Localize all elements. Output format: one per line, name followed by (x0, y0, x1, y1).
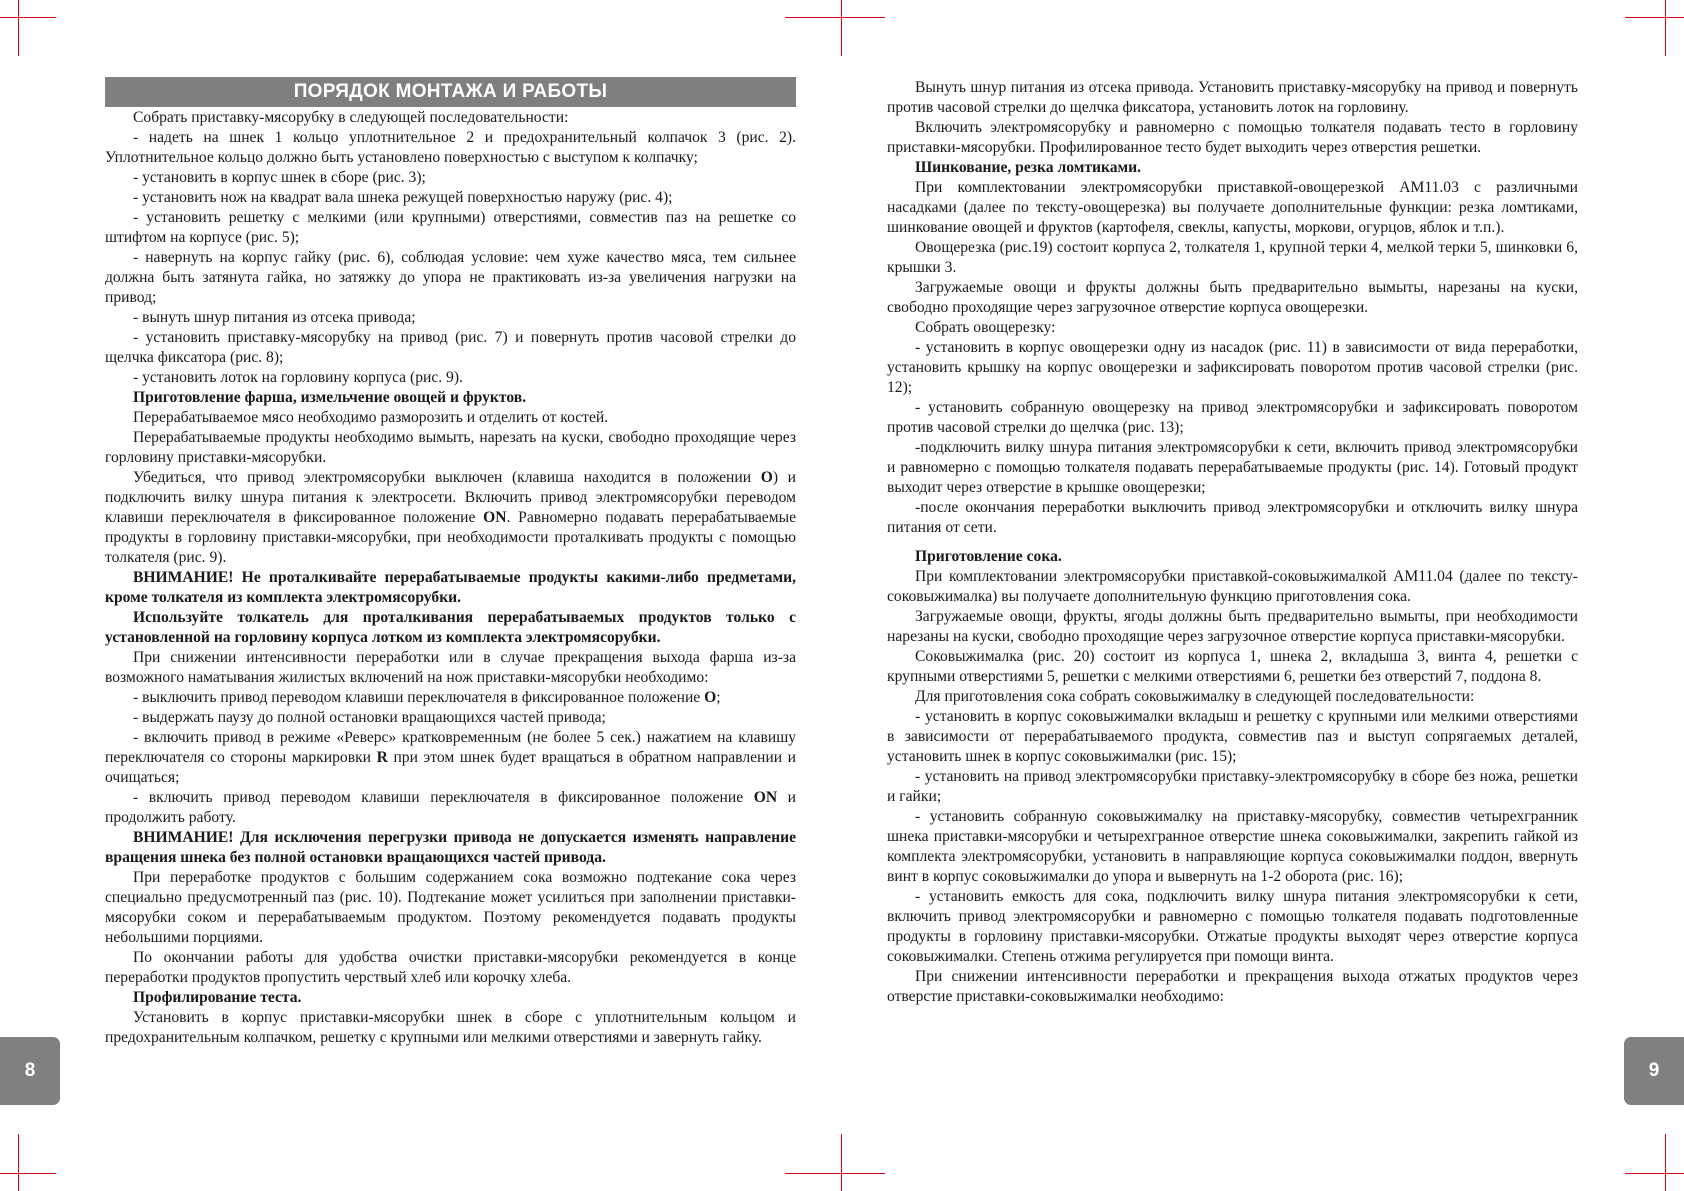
crop-mark (18, 0, 19, 56)
paragraph: По окончании работы для удобства очистки приставки-мясорубки рекомендуется в конце переработки продуктов пропустить черствый хлеб или корочку хлеба. (105, 949, 796, 986)
list-item: - установить решетку с мелкими (или крупными) отверстиями, совместив паз на решетке со штифтом на корпусе (рис. 5); (105, 209, 796, 246)
list-item: - установить в корпус шнек в сборе (рис. 3); (133, 169, 426, 186)
paragraph: Установить в корпус приставки-мясорубки шнек в сборе с уплотнительным кольцом и предохранительным колпачком, решетку с крупными или мелкими отверстиями и завернуть гайку. (105, 1009, 796, 1046)
subheading: Шинкование, резка ломтиками. (915, 159, 1142, 176)
list-item: - выключить привод переводом клавиши переключателя в фиксированное положение O; (133, 689, 721, 706)
crop-mark (785, 1173, 885, 1174)
paragraph: Соковыжималка (рис. 20) состоит из корпуса 1, шнека 2, вкладыша 3, винта 4, решетки с крупными отверстиями 5, решетки с мелкими отверстиями 6, решетки без отверстий 7, поддона 8. (887, 648, 1578, 685)
list-item: - установить на привод электромясорубки приставку-электромясорубку в сборе без ножа, решетки и гайки; (887, 768, 1578, 805)
list-item: - включить привод в режиме «Реверс» кратковременным (не более 5 сек.) нажатием на клавишу переключателя со стороны маркировки R при этом шнек будет вращаться в обратном направлении и очищаться; (105, 729, 797, 786)
paragraph: Собрать приставку-мясорубку в следующей последовательности: (133, 109, 569, 126)
list-item: - установить приставку-мясорубку на привод (рис. 7) и повернуть против часовой стрелки до щелчка фиксатора (рис. 8); (105, 329, 796, 366)
list-item: - навернуть на корпус гайку (рис. 6), соблюдая условие: чем хуже качество мяса, тем сильнее должна быть затянута гайка, но затяжку до упора не практиковать из-за увеличения нагрузки на привод; (105, 249, 796, 306)
warning: ВНИМАНИЕ! Не проталкивайте перерабатываемые продукты какими-либо предметами, кроме толкателя из комплекта электромясорубки. (105, 569, 796, 606)
list-item: - установить собранную овощерезку на привод электромясорубки и зафиксировать поворотом против часовой стрелки до щелчка (рис. 13); (887, 399, 1578, 436)
paragraph: При переработке продуктов с большим содержанием сока возможно подтекание сока через специально предусмотренный паз (рис. 10). Подтекание может усилиться при заполнении приставки-мясорубки соком и перерабатываемым продуктом. Поэтому рекомендуется подавать продукты небольшими порциями. (105, 869, 796, 946)
crop-mark (1625, 1173, 1684, 1174)
list-item: - вынуть шнур питания из отсека привода; (133, 309, 416, 326)
left-page-column (105, 77, 796, 1048)
list-item: - установить собранную соковыжималку на приставку-мясорубку, совместив четырехгранник шнека приставки-мясорубки и четырехгранное отверстие шнека соковыжималки, закрепить гайкой из комплекта электромясорубки, установить в направляющие корпуса соковыжималки поддон, ввернуть винт в корпус соковыжималки до упора и вывернуть на 1-2 оборота (рис. 16); (887, 808, 1578, 885)
crop-mark (0, 1173, 56, 1174)
paragraph: Собрать овощерезку: (915, 319, 1056, 336)
paragraph: При комплектовании электромясорубки приставкой-овощерезкой АМ11.03 с различными насадками (далее по тексту-овощерезка) вы получаете дополнительные функции: резка ломтиками, шинкование овощей и фруктов (картофеля, свеклы, капусты, моркови, огурцов, яблок и т.п.). (887, 179, 1578, 236)
right-page-column (887, 78, 1578, 1007)
list-item: - установить нож на квадрат вала шнека режущей поверхностью наружу (рис. 4); (133, 189, 673, 206)
crop-mark (1665, 1134, 1666, 1191)
paragraph: Овощерезка (рис.19) состоит корпуса 2, толкателя 1, крупной терки 4, мелкой терки 5, шинковки 6, крышки 3. (887, 239, 1578, 276)
paragraph: При снижении интенсивности переработки и прекращения выхода отжатых продуктов через отверстие приставки-соковыжималки необходимо: (887, 968, 1578, 1005)
page-number-left: 8 (0, 1037, 60, 1105)
paragraph: Для приготовления сока собрать соковыжималку в следующей последовательности: (915, 688, 1475, 705)
crop-mark (18, 1134, 19, 1191)
paragraph: Перерабатываемое мясо необходимо разморозить и отделить от костей. (133, 409, 609, 426)
crop-mark (0, 17, 56, 18)
list-item: - установить в корпус овощерезки одну из насадок (рис. 11) в зависимости от вида переработки, установить крышку на корпус овощерезки и зафиксировать поворотом против часовой стрелки (рис. 12); (887, 339, 1578, 396)
list-item: - надеть на шнек 1 кольцо уплотнительное 2 и предохранительный колпачок 3 (рис. 2). Уплотнительное кольцо должно быть установлено поверхностью с выступом к колпачку; (105, 129, 796, 166)
paragraph: Убедиться, что привод электромясорубки выключен (клавиша находится в положении O) и подключить вилку шнура питания к электросети. Включить привод электромясорубки переводом клавиши переключателя в фиксированное положение ON. Равномерно подавать перерабатываемые продукты в горловину приставки-мясорубки, при необходимости проталкивать продукты с помощью толкателя (рис. 9). (105, 469, 797, 566)
section-title: ПОРЯДОК МОНТАЖА И РАБОТЫ (105, 77, 796, 107)
list-item: - установить в корпус соковыжималки вкладыш и решетку с крупными или мелкими отверстиями в зависимости от перерабатываемого продукта, совместив паз и выступ сопрягаемых деталей, установить шнек в корпус соковыжималки (рис. 15); (887, 708, 1578, 765)
list-item: - включить привод переводом клавиши переключателя в фиксированное положение ON и продолжить работу. (105, 789, 796, 826)
paragraph: Перерабатываемые продукты необходимо вымыть, нарезать на куски, свободно проходящие через горловину приставки-мясорубки. (105, 429, 796, 466)
paragraph: Загружаемые овощи, фрукты, ягоды должны быть предварительно вымыты, при необходимости нарезаны на куски, свободно проходящие через загрузочное отверстие корпуса приставки-мясорубки. (887, 608, 1578, 645)
list-item: - выдержать паузу до полной остановки вращающихся частей привода; (133, 709, 606, 726)
crop-mark (785, 17, 885, 18)
crop-mark (841, 1134, 842, 1191)
paragraph: При комплектовании электромясорубки приставкой-соковыжималкой АМ11.04 (далее по тексту-соковыжималка) вы получаете дополнительную функцию приготовления сока. (887, 568, 1578, 605)
crop-mark (841, 0, 842, 56)
paragraph: Загружаемые овощи и фрукты должны быть предварительно вымыты, нарезаны на куски, свободно проходящие через загрузочное отверстие корпуса овощерезки. (887, 279, 1578, 316)
subheading: Приготовление сока. (915, 548, 1062, 565)
list-item: - установить емкость для сока, подключить вилку шнура питания электромясорубки к сети, включить привод электромясорубки и равномерно с помощью толкателя подавать подготовленные продукты в горловину приставки-мясорубки. Отжатые продукты выходят через отверстие корпуса соковыжималки. Степень отжима регулируется при помощи винта. (887, 888, 1578, 965)
list-item: - установить лоток на горловину корпуса (рис. 9). (133, 369, 463, 386)
warning: ВНИМАНИЕ! Для исключения перегрузки привода не допускается изменять направление вращения шнека без полной остановки вращающихся частей привода. (105, 829, 796, 866)
crop-mark (1625, 17, 1684, 18)
paragraph: При снижении интенсивности переработки или в случае прекращения выхода фарша из-за возможного наматывания жилистых включений на нож приставки-мясорубки необходимо: (105, 649, 796, 686)
paragraph: Вынуть шнур питания из отсека привода. Установить приставку-мясорубку на привод и повернуть против часовой стрелки до щелчка фиксатора, установить лоток на горловину. (887, 79, 1578, 116)
paragraph: Включить электромясорубку и равномерно с помощью толкателя подавать тесто в горловину приставки-мясорубки. Профилированное тесто будет выходить через отверстия решетки. (887, 119, 1578, 156)
subheading: Приготовление фарша, измельчение овощей и фруктов. (133, 389, 527, 406)
subheading: Профилирование теста. (133, 989, 302, 1006)
warning: Используйте толкатель для проталкивания перерабатываемых продуктов только с установленной на горловину корпуса лотком из комплекта электромясорубки. (105, 609, 796, 646)
crop-mark (1665, 0, 1666, 56)
page-number-right: 9 (1624, 1037, 1684, 1105)
list-item: -после окончания переработки выключить привод электромясорубки и отключить вилку шнура питания от сети. (887, 499, 1578, 536)
list-item: -подключить вилку шнура питания электромясорубки к сети, включить привод электромясорубки и равномерно с помощью толкателя подавать перерабатываемые продукты (рис. 14). Готовый продукт выходит через отверстие в крышке овощерезки; (887, 439, 1578, 496)
